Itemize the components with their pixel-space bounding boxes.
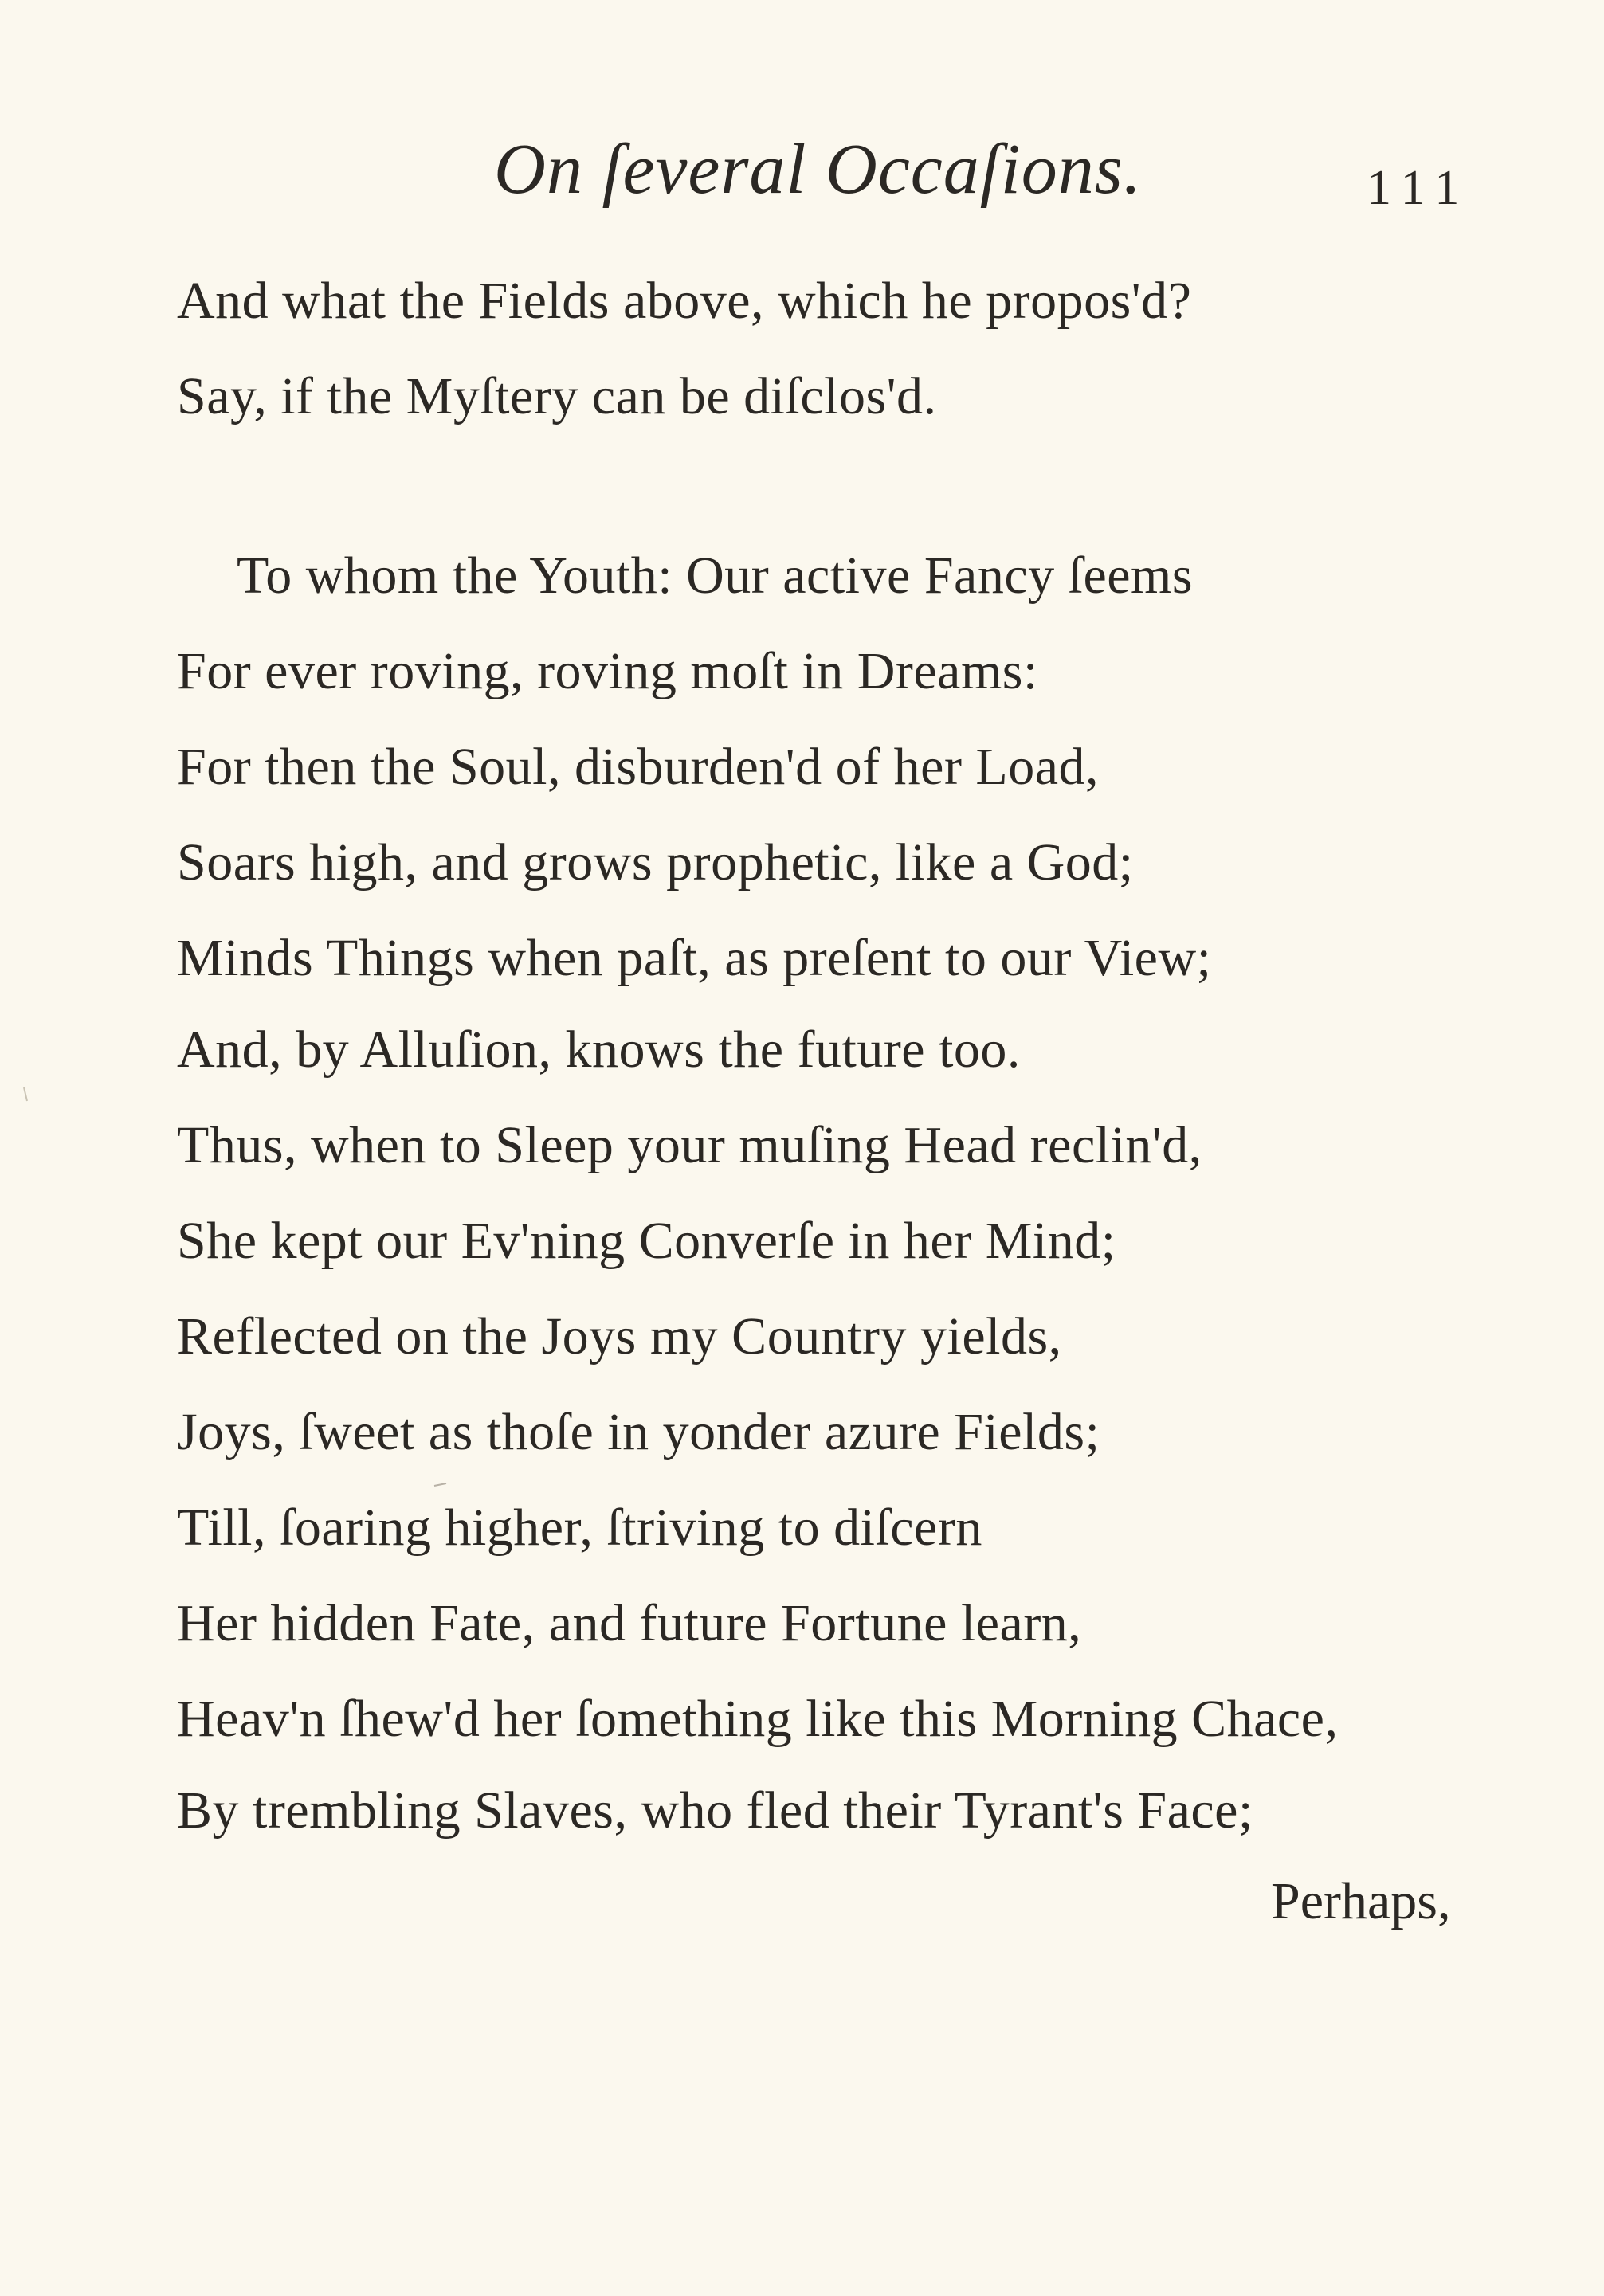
verse-line: Minds Things when paſt, as preſent to our View;	[177, 929, 1212, 987]
page-number: 111	[1367, 161, 1471, 215]
running-title: On ſeveral Occaſions.	[494, 130, 1143, 209]
verse-line: And, by Alluſion, knows the future too.	[177, 1021, 1021, 1079]
verse-line: To whom the Youth: Our active Fancy ſeems	[237, 547, 1194, 605]
speck-mark	[434, 1483, 446, 1486]
verse-line: Soars high, and grows prophetic, like a God;	[177, 833, 1134, 891]
verse-line: Till, ſoaring higher, ſtriving to diſcern	[177, 1499, 982, 1557]
verse-line: Thus, when to Sleep your muſing Head reclin'd,	[177, 1116, 1202, 1174]
verse-line: For ever roving, roving moſt in Dreams:	[177, 642, 1038, 700]
speck-mark	[24, 1087, 27, 1101]
verse-line: Say, if the Myſtery can be diſclos'd.	[177, 367, 937, 425]
catchword: Perhaps,	[1271, 1872, 1451, 1930]
verse-line: She kept our Ev'ning Converſe in her Mind;	[177, 1212, 1116, 1270]
verse-line: For then the Soul, disburden'd of her Load,	[177, 738, 1100, 796]
verse-line: Heav'n ſhew'd her ſomething like this Morning Chace,	[177, 1690, 1339, 1748]
verse-line: And what the Fields above, which he propos'd?	[177, 272, 1192, 330]
verse-line: Joys, ſweet as thoſe in yonder azure Fields;	[177, 1403, 1100, 1461]
verse-line: Reflected on the Joys my Country yields,	[177, 1307, 1062, 1365]
verse-line: By trembling Slaves, who fled their Tyrant's Face;	[177, 1781, 1253, 1840]
verse-line: Her hidden Fate, and future Fortune learn,	[177, 1594, 1082, 1652]
